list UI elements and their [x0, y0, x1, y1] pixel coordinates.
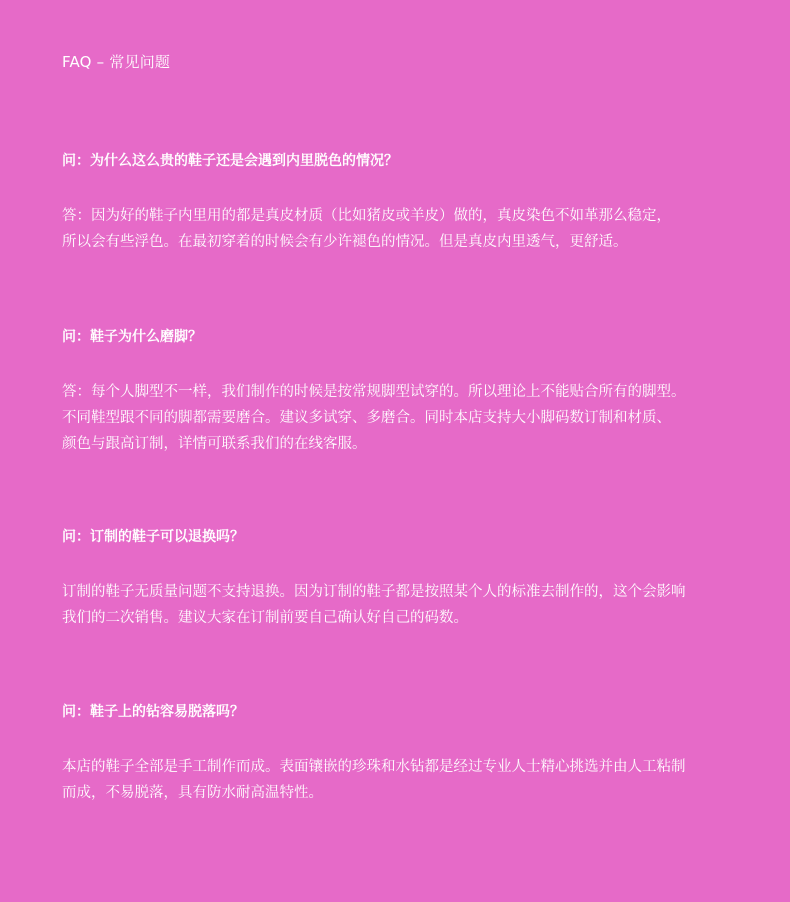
faq-answer	[62, 579, 762, 631]
faq-item	[62, 150, 762, 255]
answer-line: 不同鞋型跟不同的脚都需要磨合。建议多试穿、多磨合。同时本店支持大小脚码数订制和材质、	[62, 410, 671, 426]
faq-question: 问：为什么这么贵的鞋子还是会遇到内里脱色的情况？	[62, 153, 398, 169]
answer-line: 订制的鞋子无质量问题不支持退换。因为订制的鞋子都是按照某个人的标准去制作的，这个会影响	[62, 584, 686, 600]
faq-answer	[62, 203, 762, 255]
answer-line: 答：每个人脚型不一样，我们制作的时候是按常规脚型试穿的。所以理论上不能贴合所有的脚型。	[62, 384, 686, 400]
faq-question: 问：鞋子为什么磨脚？	[62, 329, 202, 345]
page-title: FAQ – 常见问题	[62, 53, 171, 71]
faq-question: 问：鞋子上的钻容易脱落吗？	[62, 704, 244, 720]
faq-item	[62, 326, 762, 457]
answer-line: 颜色与跟高订制，详情可联系我们的在线客服。	[62, 436, 367, 452]
answer-line: 本店的鞋子全部是手工制作而成。表面镶嵌的珍珠和水钻都是经过专业人士精心挑选并由人工粘制	[62, 759, 686, 775]
answer-line: 而成，不易脱落，具有防水耐高温特性。	[62, 785, 323, 801]
faq-question: 问：订制的鞋子可以退换吗？	[62, 529, 244, 545]
answer-line: 答：因为好的鞋子内里用的都是真皮材质（比如猪皮或羊皮）做的，真皮染色不如革那么稳定，	[62, 208, 671, 224]
faq-answer	[62, 754, 762, 806]
answer-line: 所以会有些浮色。在最初穿着的时候会有少许褪色的情况。但是真皮内里透气，更舒适。	[62, 234, 628, 250]
faq-item	[62, 526, 762, 631]
faq-item	[62, 701, 762, 806]
faq-answer	[62, 379, 762, 457]
answer-line: 我们的二次销售。建议大家在订制前要自己确认好自己的码数。	[62, 610, 468, 626]
